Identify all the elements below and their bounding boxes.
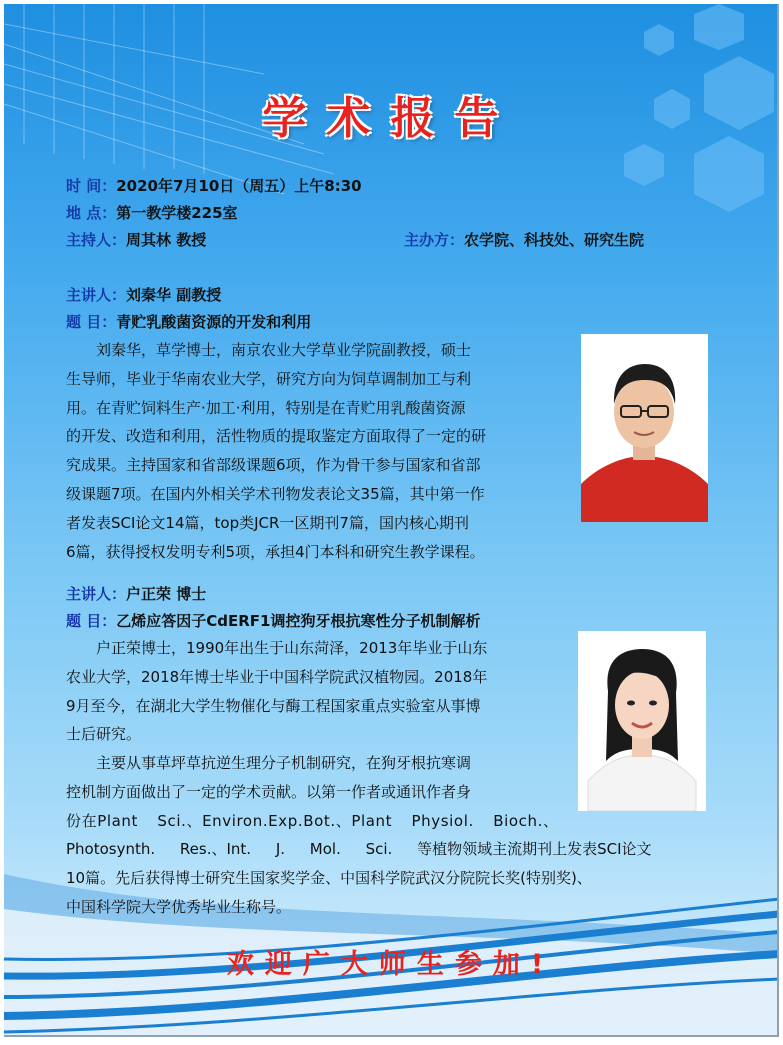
speaker2-row [66,583,206,604]
organizer-label: 主办方： [404,231,465,249]
topic1-row [66,311,311,332]
poster [4,4,779,1037]
speaker2-label: 主讲人： [66,585,127,603]
organizer-value: 农学院、科技处、研究生院 [464,231,645,249]
speaker2-bio-a [66,634,571,836]
host-label: 主持人： [66,231,127,249]
host-row [66,229,206,250]
host-value: 周其林 教授 [126,231,207,249]
time-value: 2020年7月10日（周五）上午8:30 [116,177,362,195]
bio2-line: 士后研究。 [66,725,142,744]
speaker2-value: 户正荣 博士 [126,585,207,603]
bio2-line: 农业大学，2018年博士毕业于中国科学院武汉植物园。2018年 [66,667,488,686]
time-row [66,175,362,196]
bio2-line: 控机制方面做出了一定的学术贡献。以第一作者或通讯作者身 [66,782,472,801]
bio2-line: 9月至今，在湖北大学生物催化与酶工程国家重点实验室从事博 [66,696,481,715]
time-label: 时 间： [66,177,117,195]
place-label: 地 点： [66,204,117,222]
bio1-line: 6篇，获得授权发明专利5项，承担4门本科和研究生教学课程。 [66,542,485,561]
speaker2-photo [578,631,706,811]
place-row [66,202,238,223]
bio1-line: 者发表SCI论文14篇，top类JCR一区期刊7篇，国内核心期刊 [66,513,469,532]
bio2-line: 主要从事草坪草抗逆生理分子机制研究，在狗牙根抗寒调 [96,754,472,773]
bio2-line: 10篇。先后获得博士研究生国家奖学金、中国科学院武汉分院院长奖(特别奖)、 [66,868,592,887]
bio2-line: 户正荣博士，1990年出生于山东菏泽，2013年毕业于山东 [96,639,488,657]
bio1-line: 究成果。主持国家和省部级课题6项，作为骨干参与国家和省部 [66,456,481,475]
bio1-line: 级课题7项。在国内外相关学术刊物发表论文35篇，其中第一作 [66,484,485,503]
place-value: 第一教学楼225室 [116,204,238,222]
topic2-value: 乙烯应答因子CdERF1调控狗牙根抗寒性分子机制解析 [116,612,481,630]
bio1-line: 的开发、改造和利用，活性物质的提取鉴定方面取得了一定的研 [66,427,487,446]
speaker1-value: 刘秦华 副教授 [126,286,222,304]
welcome-footer: 欢迎广大师生参加! [226,949,555,980]
bio2-line: 份在Plant Sci.、Environ.Exp.Bot.、Plant Physiol. Bioch.、 [66,811,559,830]
speaker1-bio [66,336,576,566]
bio1-line: 刘秦华，草学博士，南京农业大学草业学院副教授，硕士 [96,341,472,359]
bio2-line: Photosynth. Res.、Int. J. Mol. Sci. 等植物领域主流期刊上发表SCI论文 [66,840,652,858]
organizer-row [404,229,644,250]
topic1-value: 青贮乳酸菌资源的开发和利用 [116,313,312,331]
speaker1-photo [581,334,708,522]
speaker1-row [66,284,221,305]
topic2-row [66,610,480,631]
speaker2-bio-b [66,835,712,921]
bio1-line: 用。在青贮饲料生产·加工·利用，特别是在青贮用乳酸菌资源 [66,398,466,417]
bio2-line: 中国科学院大学优秀毕业生称号。 [66,897,292,916]
page-title: 学术报告 [262,93,519,144]
bio1-line: 生导师，毕业于华南农业大学，研究方向为饲草调制加工与利 [66,369,472,388]
speaker1-label: 主讲人： [66,286,127,304]
topic2-label: 题 目： [66,612,117,630]
topic1-label: 题 目： [66,313,117,331]
